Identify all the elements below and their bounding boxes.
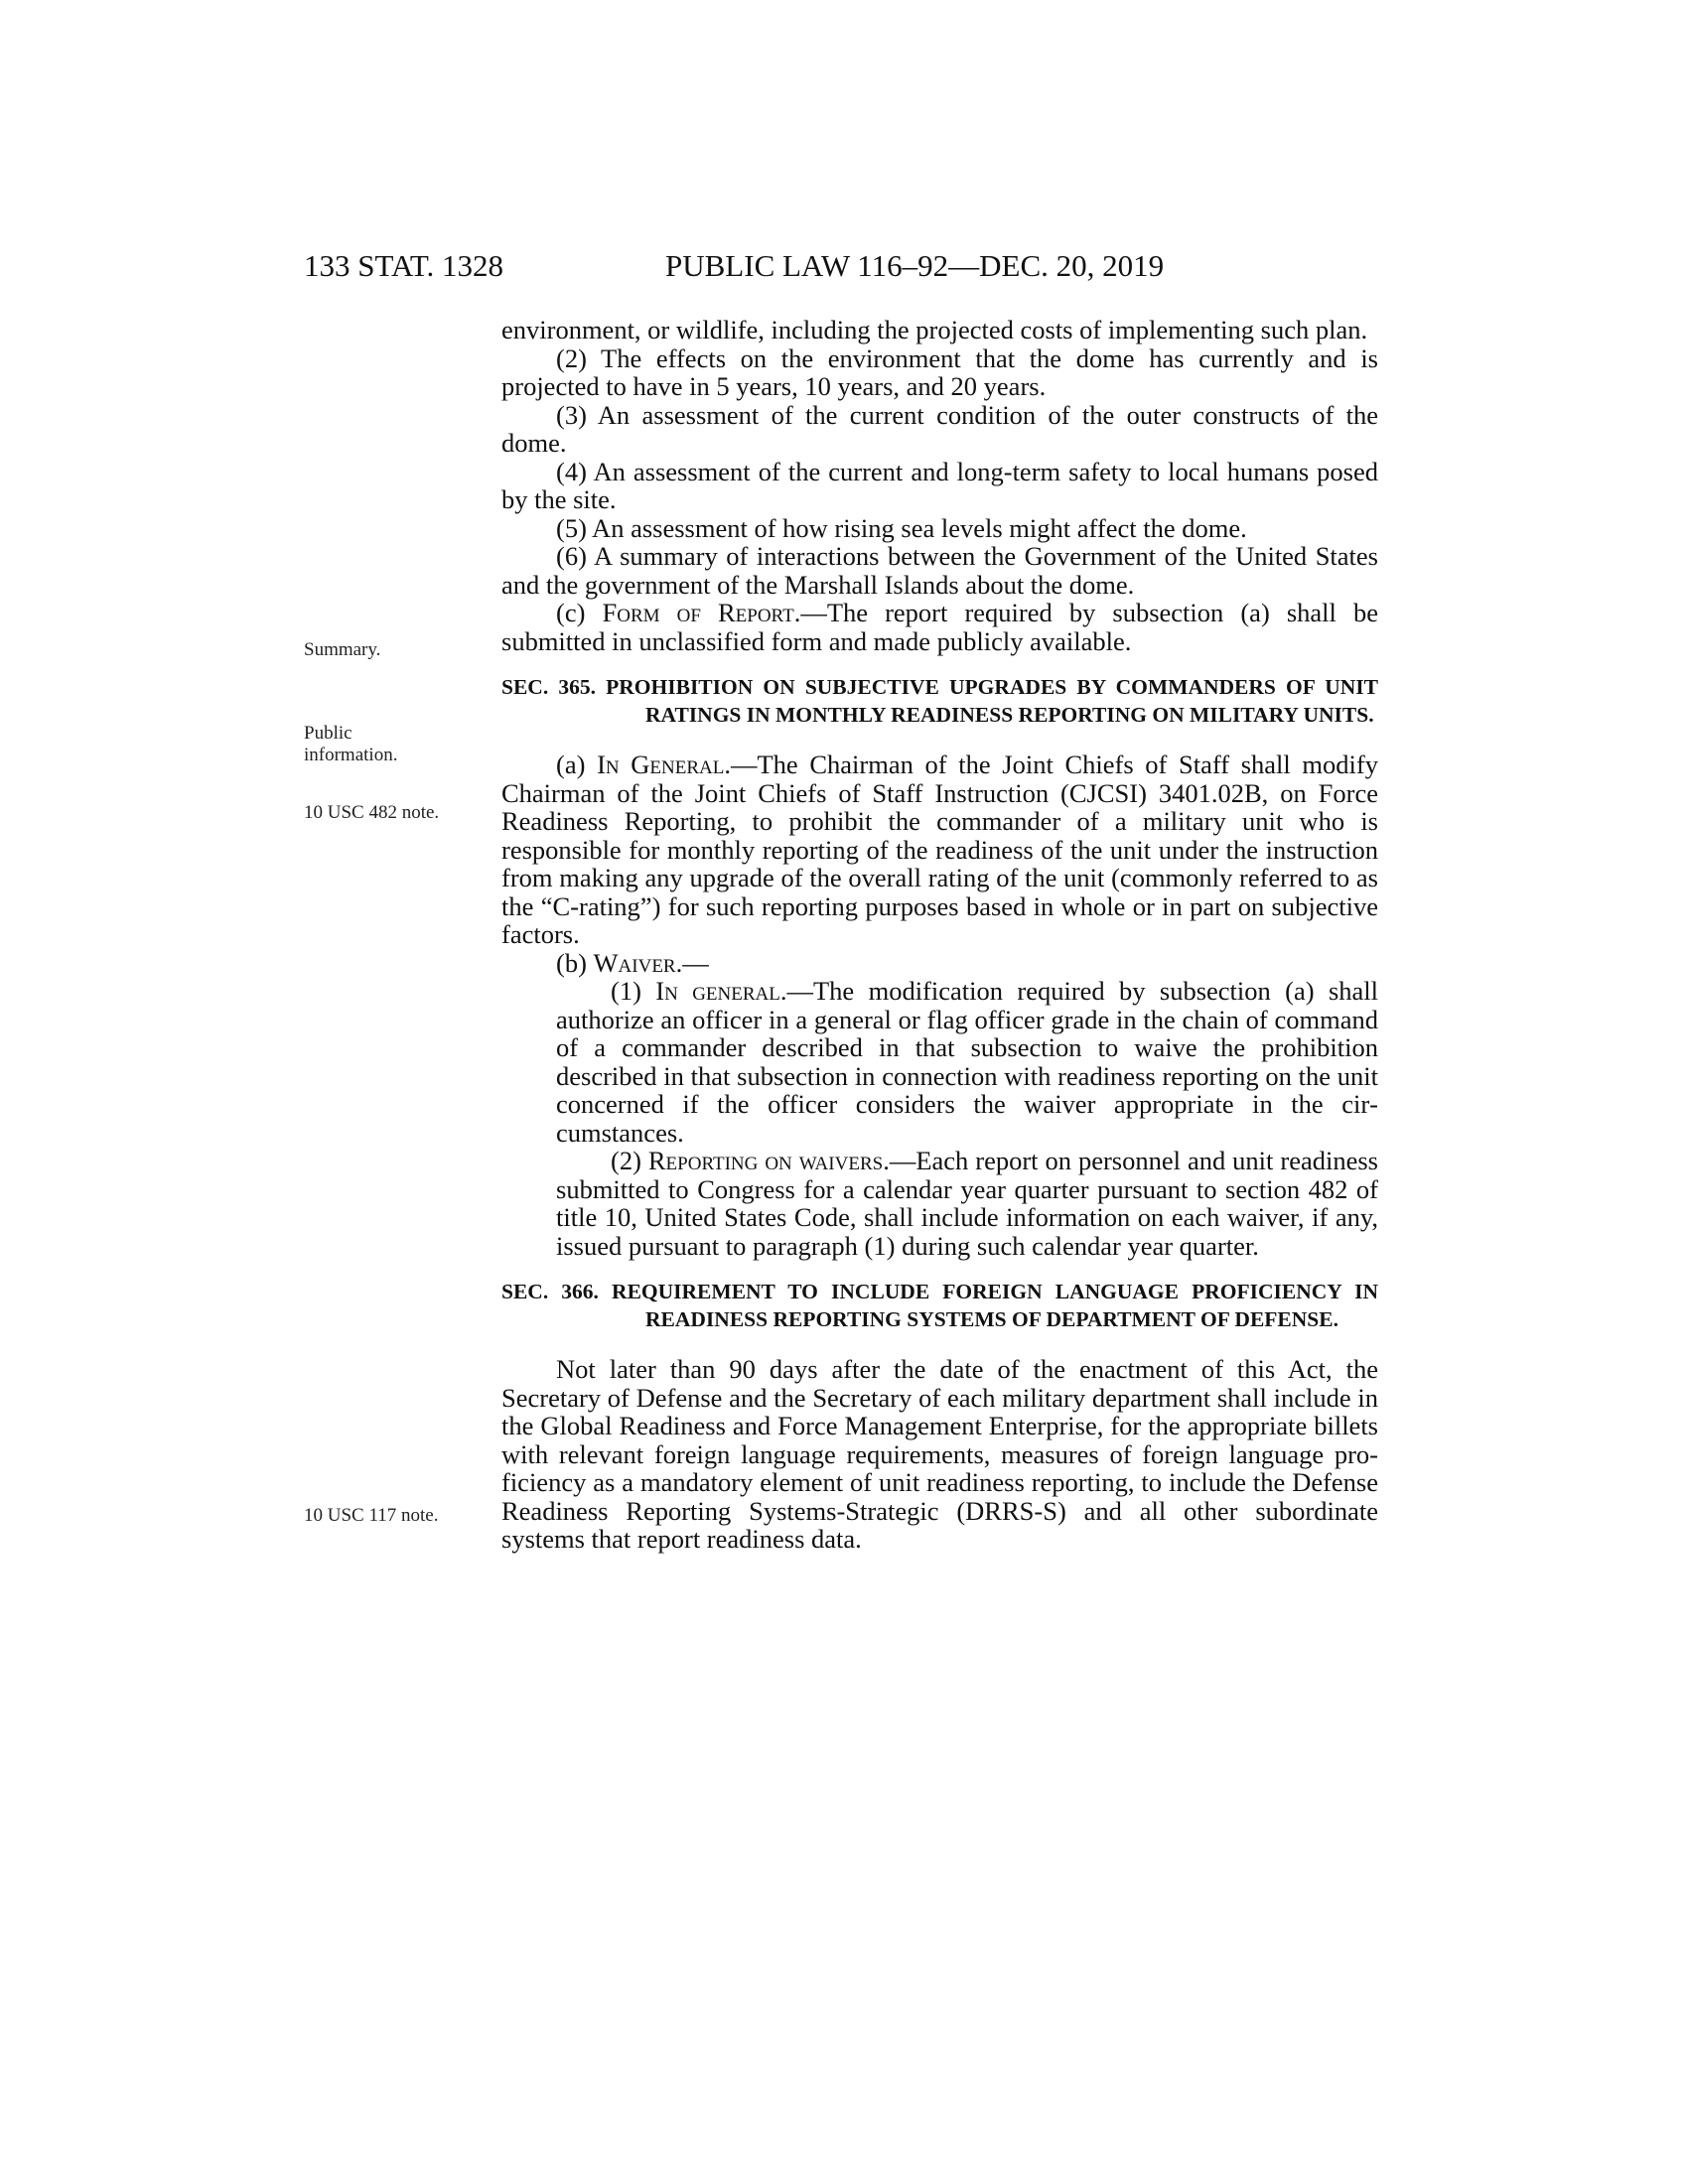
form-dash: .— bbox=[793, 598, 827, 627]
section-365-b-2 bbox=[556, 1147, 1378, 1260]
paragraph-6: (6) A summary of interactions between the Government of the United States and the government of the Marshall Islands about the dome. bbox=[501, 541, 1378, 600]
form-heading: Form of Report bbox=[602, 598, 794, 627]
section-365-heading: SEC. 365. PROHIBITION ON SUBJECTIVE UPGRADES BY COMMANDERS OF UNIT RATINGS IN MONTHLY READINESS REPORTING ON MILITARY UNITS. bbox=[501, 675, 1378, 727]
s365b2-dash: .— bbox=[883, 1146, 916, 1175]
s365b2-prefix: (2) bbox=[611, 1146, 648, 1175]
form-prefix: (c) bbox=[556, 598, 603, 627]
form-text: The report required by subsection (a) shall be submitted in unclassified form and made publicly available. bbox=[501, 598, 1378, 656]
margin-note-public-line2: information. bbox=[304, 745, 398, 765]
page-header bbox=[0, 248, 1688, 288]
document-body bbox=[501, 316, 1378, 1554]
paragraph-5: (5) An assessment of how rising sea levels might affect the dome. bbox=[556, 512, 1247, 543]
s365b-prefix: (b) bbox=[556, 947, 594, 978]
paragraph-form-of-report bbox=[501, 599, 1378, 655]
section-365-a bbox=[501, 751, 1378, 949]
paragraph-4: (4) An assessment of the current and long-term safety to local humans posed by the site. bbox=[501, 456, 1378, 514]
s365b-heading: Waiver bbox=[593, 947, 676, 978]
s365a-prefix: (a) bbox=[556, 750, 598, 779]
s365b1-prefix: (1) bbox=[611, 976, 656, 1006]
paragraph-2: (2) The effects on the environment that the dome has currently and is projected to have in 5 years, 10 years, and 20 years. bbox=[501, 342, 1378, 401]
s365b2-heading: Reporting on waivers bbox=[647, 1146, 884, 1175]
margin-note-public-line1: Public bbox=[304, 723, 352, 744]
section-366-text: Not later than 90 days after the date of the enactment of this Act, the Secretary of Defense and the Secretary of each military department shall include in the Global Readiness and Force Management Enterprise, for the appropriate billets with relevant foreign language requirements, measures of foreign language proficiency as a mandatory element of unit readiness reporting, to include the Defense Readiness Reporting Systems-Strategic (DRRS-S) and all other subordinate systems that report readiness data. bbox=[501, 1354, 1378, 1554]
s365b1-heading: In general bbox=[655, 976, 780, 1006]
section-365-b-1 bbox=[556, 977, 1378, 1147]
s365b2-text: Each report on personnel and unit readiness submitted to Congress for a calendar year quarter pursuant to section 482 of title 10, United States Code, shall include information on each waiver, if any, issued pursuant to paragraph (1) during such calendar year quarter. bbox=[556, 1146, 1378, 1261]
margin-note-public-information bbox=[304, 723, 397, 766]
s365a-text: The Chairman of the Joint Chiefs of Staff shall modify Chairman of the Joint Chiefs of Staff Instruction (CJCSI) 3401.02B, on Force Readiness Reporting, to prohibit the commander of a military unit who is responsible for monthly reporting of the readiness of the unit under the instruction from making any upgrade of the overall rating of the unit (commonly referred to as the “C-rating”) for such reporting purposes based in whole or in part on subjective factors. bbox=[501, 750, 1378, 949]
paragraph-3: (3) An assessment of the current condition of the outer constructs of the dome. bbox=[501, 399, 1378, 458]
margin-note-summary: Summary. bbox=[304, 639, 381, 660]
s365b-dash: .— bbox=[675, 947, 709, 978]
s365b1-text: The modification required by subsection (a) shall authorize an officer in a general or flag officer grade in the chain of command of a commander described in that subsection to waive the prohibition described in that subsection in connection with readiness reporting on the unit concerned if the officer considers the waiver appropriate in the circumstances. bbox=[556, 976, 1379, 1148]
s365b1-dash: .— bbox=[779, 976, 813, 1006]
stat-page-number: 133 STAT. 1328 bbox=[304, 248, 504, 283]
paragraph-continuation: environment, or wildlife, including the projected costs of implementing such plan. bbox=[501, 315, 1368, 344]
section-365-b bbox=[501, 949, 1378, 978]
margin-note-usc-117: 10 USC 117 note. bbox=[304, 1505, 439, 1526]
public-law-title: PUBLIC LAW 116–92—DEC. 20, 2019 bbox=[665, 248, 1165, 283]
section-366-heading: SEC. 366. REQUIREMENT TO INCLUDE FOREIGN LANGUAGE PROFICIENCY IN READINESS REPORTING SYSTEMS OF DEPARTMENT OF DEFENSE. bbox=[501, 1280, 1378, 1331]
s365a-heading: In General bbox=[597, 750, 725, 779]
s365a-dash: .— bbox=[724, 750, 758, 779]
margin-note-usc-482: 10 USC 482 note. bbox=[304, 802, 440, 823]
